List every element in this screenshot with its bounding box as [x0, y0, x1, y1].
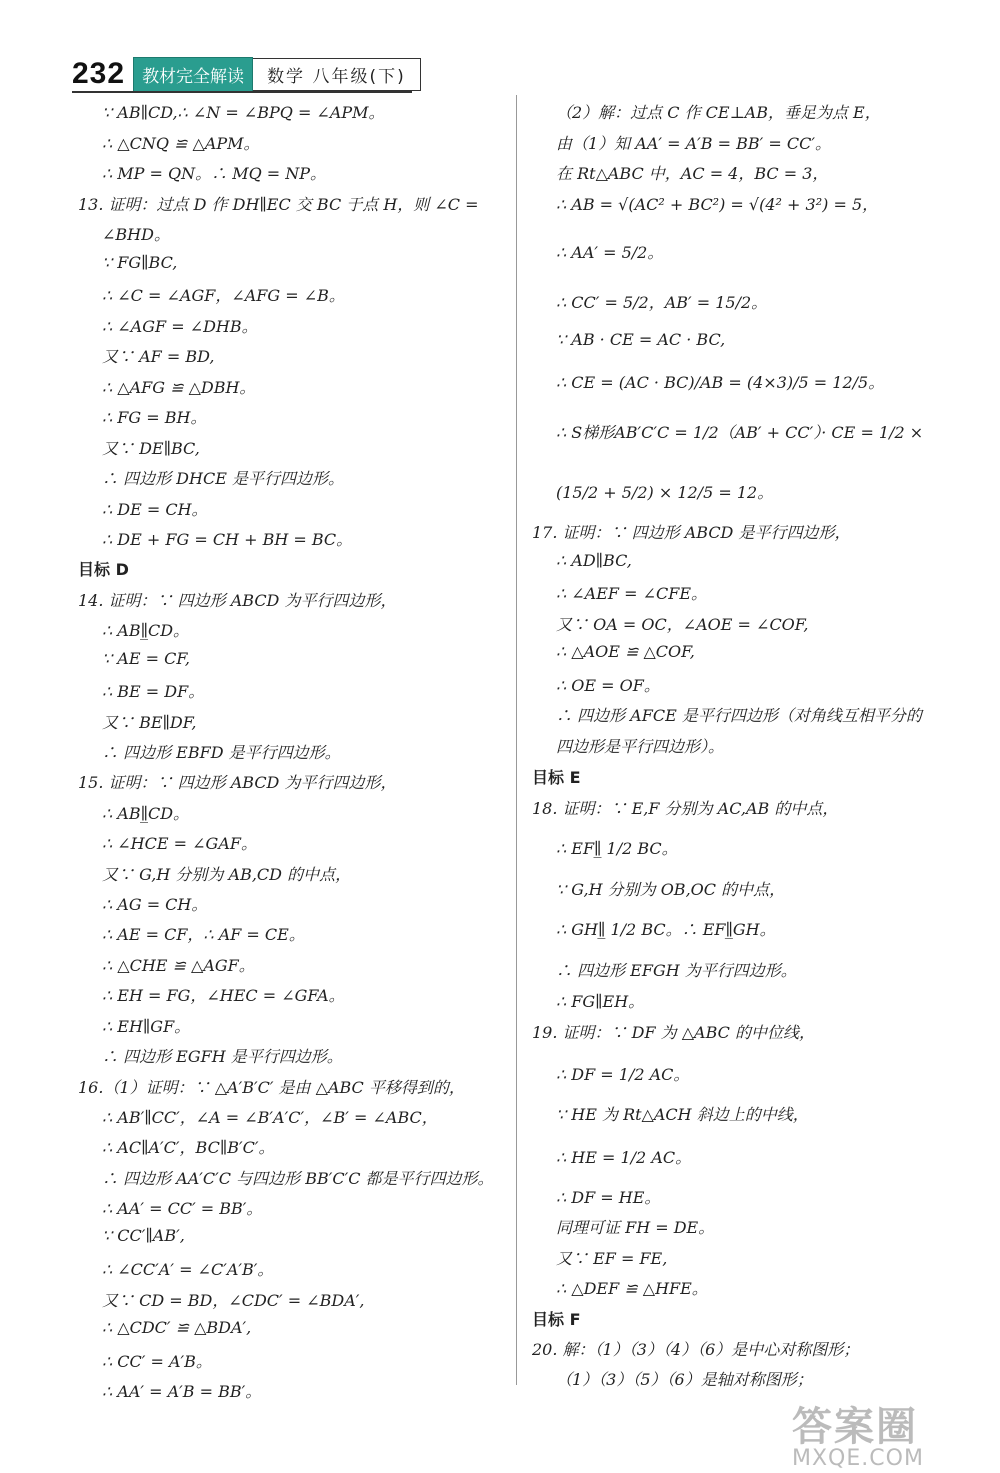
text-line: ∵ G,H 分别为 OB,OC 的中点， — [556, 880, 786, 899]
text-line: ∴ EH∥GF。 — [102, 1017, 191, 1036]
section-heading: 目标 E — [532, 768, 581, 787]
book-title-badge: 教材完全解读 — [133, 57, 253, 92]
text-line: ∵ HE 为 Rt△ACH 斜边上的中线， — [556, 1105, 809, 1124]
text-line: ∴ AB∥̲CD。 — [102, 804, 190, 823]
text-line: ∴ ∠AEF = ∠CFE。 — [556, 584, 708, 603]
text-line: ∴ △DEF ≌ △HFE。 — [556, 1279, 708, 1298]
text-line: 又∵ OA = OC，∠AOE = ∠COF, — [556, 615, 809, 634]
text-line: ∴ 四边形 EFGH 为平行四边形。 — [556, 961, 797, 980]
text-line: ∵ AB∥CD,∴ ∠N = ∠BPQ = ∠APM。 — [102, 103, 385, 122]
text-line: ∴ OE = OF。 — [556, 676, 660, 695]
text-line: ∴ S梯形AB′C′C = 1/2（AB′ + CC′）· CE = 1/2 × — [556, 423, 924, 442]
text-line: 19. 证明：∵ DF 为 △ABC 的中位线， — [532, 1023, 815, 1042]
header-rule — [72, 91, 412, 93]
text-line: 15. 证明：∵ 四边形 ABCD 为平行四边形， — [78, 773, 397, 792]
text-line: ∴ MP = QN。∴ MQ = NP。 — [102, 164, 327, 183]
text-line: ∴ HE = 1/2 AC。 — [556, 1148, 692, 1167]
text-line: ∴ AA′ = CC′ = BB′。 — [102, 1199, 263, 1218]
text-line: ∴ AG = CH。 — [102, 895, 208, 914]
text-line: ∴ 四边形 DHCE 是平行四边形。 — [102, 469, 344, 488]
text-line: 13. 证明：过点 D 作 DH∥EC 交 BC 于点 H，则 ∠C = — [78, 195, 479, 214]
watermark-text: 答案圈 — [792, 1404, 918, 1450]
text-line: ∵ CC′∥AB′, — [102, 1226, 185, 1245]
text-line: ∴ DE + FG = CH + BH = BC。 — [102, 530, 353, 549]
page-header — [72, 58, 421, 90]
text-line: ∴ AD∥BC, — [556, 551, 632, 570]
text-line: ∴ AB′∥CC′，∠A = ∠B′A′C′，∠B′ = ∠ABC， — [102, 1108, 438, 1127]
text-line: 又∵ G,H 分别为 AB,CD 的中点， — [102, 865, 352, 884]
text-line: ∴ 四边形 EBFD 是平行四边形。 — [102, 743, 341, 762]
text-line: ∴ 四边形 AA′C′C 与四边形 BB′C′C 都是平行四边形。 — [102, 1169, 494, 1188]
watermark-logo — [792, 1395, 982, 1471]
text-line: ∴ ∠AGF = ∠DHB。 — [102, 317, 258, 336]
text-line: ∴ EH = FG，∠HEC = ∠GFA。 — [102, 986, 345, 1005]
text-line: 又∵ AF = BD, — [102, 347, 215, 366]
text-line: ∴ AA′ = 5/2。 — [556, 243, 664, 262]
text-line: ∴ CE = (AC · BC)/AB = (4×3)/5 = 12/5。 — [556, 373, 885, 392]
text-line: 在 Rt△ABC 中，AC = 4，BC = 3， — [556, 164, 829, 183]
text-line: （1）（3）（5）（6）是轴对称图形； — [556, 1370, 813, 1389]
text-line: 18. 证明：∵ E,F 分别为 AC,AB 的中点， — [532, 799, 839, 818]
watermark-url: MXQE.COM — [792, 1446, 924, 1471]
text-line: ∴ FG∥EH。 — [556, 992, 645, 1011]
text-line: ∴ 四边形 AFCE 是平行四边形（对角线互相平分的 — [556, 706, 922, 725]
text-line: ∴ AA′ = A′B = BB′。 — [102, 1382, 262, 1401]
text-line: ∵ FG∥BC, — [102, 253, 178, 272]
text-line: ∴ CC′ = 5/2，AB′ = 15/2。 — [556, 293, 768, 312]
text-line: 由（1）知 AA′ = A′B = BB′ = CC′。 — [556, 134, 831, 153]
text-line: ∴ AB∥̲CD。 — [102, 621, 190, 640]
text-line: ∴ △AOE ≌ △COF, — [556, 642, 695, 661]
text-line: 四边形是平行四边形）。 — [556, 737, 725, 756]
text-line: 又∵ BE∥DF, — [102, 713, 197, 732]
text-line: ∴ DF = HE。 — [556, 1188, 661, 1207]
text-line: 又∵ EF = FE, — [556, 1249, 668, 1268]
text-line: ∴ ∠C = ∠AGF，∠AFG = ∠B。 — [102, 286, 345, 305]
text-line: ∴ △CNQ ≌ △APM。 — [102, 134, 260, 153]
text-line: (15/2 + 5/2) × 12/5 = 12。 — [556, 483, 774, 502]
text-line: ∵ AB · CE = AC · BC, — [556, 330, 726, 349]
page-number: 232 — [72, 57, 126, 90]
text-line: ∴ CC′ = A′B。 — [102, 1352, 212, 1371]
section-heading: 目标 D — [78, 560, 129, 579]
column-divider — [516, 95, 517, 1385]
text-line: ∵ AE = CF, — [102, 649, 191, 668]
text-line: ∴ △CHE ≌ △AGF。 — [102, 956, 255, 975]
text-line: 17. 证明：∵ 四边形 ABCD 是平行四边形， — [532, 523, 851, 542]
text-line: ∴ FG = BH。 — [102, 408, 207, 427]
text-line: 同理可证 FH = DE。 — [556, 1218, 715, 1237]
text-line: ∠BHD。 — [102, 225, 170, 244]
text-line: ∴ DE = CH。 — [102, 500, 208, 519]
text-line: ∴ GH∥̲ 1/2 BC。∴ EF∥̲GH。 — [556, 920, 776, 939]
text-line: 又∵ DE∥BC, — [102, 439, 200, 458]
text-line: ∴ AB = √(AC² + BC²) = √(4² + 3²) = 5， — [556, 195, 879, 214]
text-line: ∴ △CDC′ ≌ △BDA′, — [102, 1318, 252, 1337]
text-line: ∴ ∠HCE = ∠GAF。 — [102, 834, 257, 853]
text-line: ∴ AE = CF，∴ AF = CE。 — [102, 925, 305, 944]
text-line: ∴ 四边形 EGFH 是平行四边形。 — [102, 1047, 343, 1066]
section-heading: 目标 F — [532, 1310, 581, 1329]
text-line: ∴ AC∥A′C′，BC∥B′C′。 — [102, 1138, 275, 1157]
text-line: 20. 解：（1）（3）（4）（6）是中心对称图形； — [532, 1340, 860, 1359]
text-line: 16.（1）证明：∵ △A′B′C′ 是由 △ABC 平移得到的， — [78, 1078, 465, 1097]
text-line: （2）解：过点 C 作 CE⊥AB，垂足为点 E， — [556, 103, 881, 122]
text-line: ∴ BE = DF。 — [102, 682, 205, 701]
text-line: 又∵ CD = BD，∠CDC′ = ∠BDA′, — [102, 1291, 365, 1310]
text-line: ∴ DF = 1/2 AC。 — [556, 1065, 690, 1084]
text-line: ∴ EF∥̲ 1/2 BC。 — [556, 839, 678, 858]
text-line: ∴ △AFG ≌ △DBH。 — [102, 378, 256, 397]
text-line: 14. 证明：∵ 四边形 ABCD 为平行四边形， — [78, 591, 397, 610]
subject-label: 数学 八年级(下) — [253, 58, 421, 91]
text-line: ∴ ∠CC′A′ = ∠C′A′B′。 — [102, 1260, 274, 1279]
